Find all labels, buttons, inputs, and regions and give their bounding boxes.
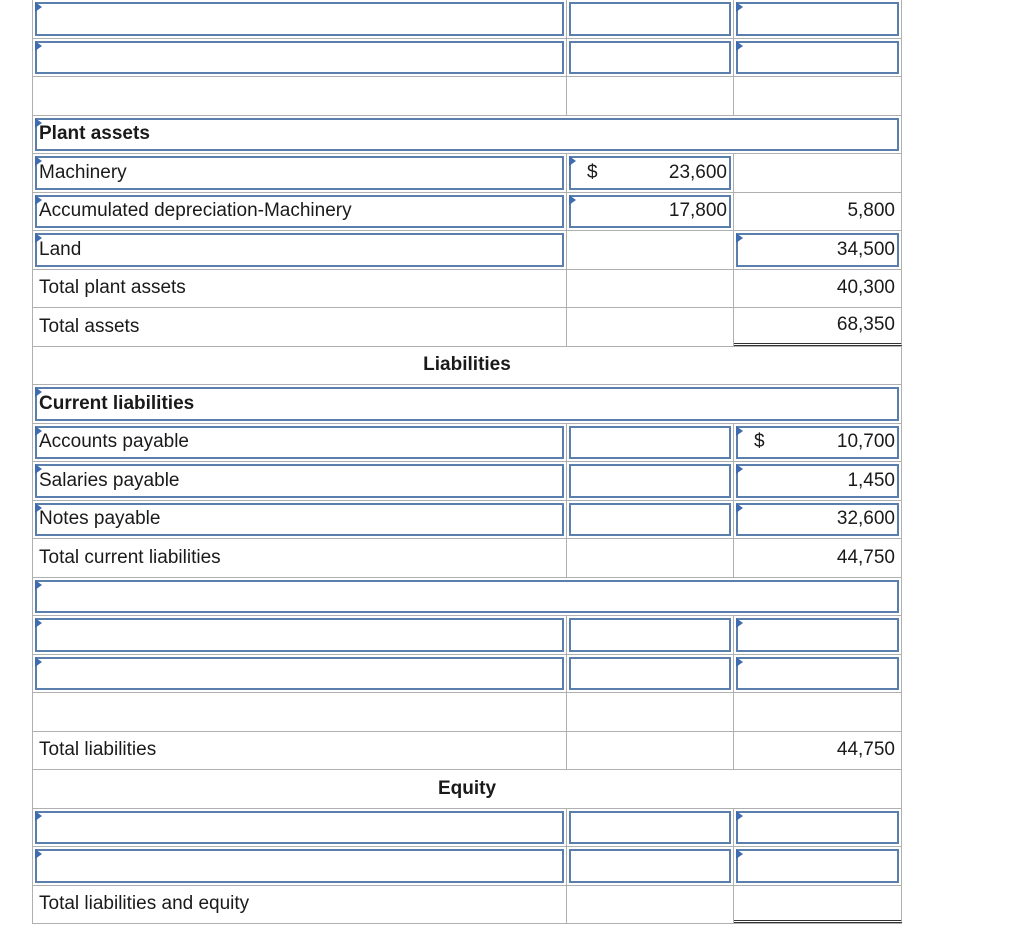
notes-payable-label: Notes payable	[39, 508, 161, 530]
input-marker-icon	[569, 156, 576, 166]
blank-input-row	[32, 809, 902, 848]
input-marker-icon	[736, 426, 743, 436]
machinery-row	[32, 154, 902, 193]
total-input[interactable]	[736, 618, 899, 652]
plant-assets-header: Plant assets	[39, 123, 150, 145]
total-liabilities-equity-label: Total liabilities and equity	[39, 893, 250, 915]
account-input[interactable]	[35, 657, 564, 691]
total-liabilities-label: Total liabilities	[39, 739, 157, 761]
blank-input-row	[32, 847, 902, 886]
liabilities-section-title: Liabilities	[423, 354, 511, 376]
accounts-payable-label: Accounts payable	[39, 431, 189, 453]
accumulated-depreciation-label: Accumulated depreciation-Machinery	[39, 200, 352, 222]
total-current-liabilities-label: Total current liabilities	[39, 546, 221, 568]
accounts-payable-amount: 10,700	[836, 431, 895, 453]
input-marker-icon	[736, 41, 743, 51]
input-marker-icon	[736, 233, 743, 243]
currency-symbol: $	[754, 431, 765, 453]
total-input[interactable]	[736, 811, 899, 845]
amount-input[interactable]	[569, 811, 731, 845]
salaries-payable-row	[32, 462, 902, 501]
input-marker-icon	[736, 464, 743, 474]
amount-input[interactable]	[569, 503, 731, 537]
plant-assets-header-row	[32, 116, 902, 155]
section-header-input[interactable]	[35, 580, 899, 614]
total-liabilities-amount: 44,750	[836, 739, 895, 761]
accumulated-depreciation-amount: 17,800	[668, 200, 727, 222]
salaries-payable-label: Salaries payable	[39, 469, 180, 491]
equity-section-title: Equity	[437, 777, 497, 799]
balance-sheet-table	[32, 0, 902, 924]
account-input[interactable]	[35, 811, 564, 845]
total-current-liabilities-row	[32, 539, 902, 578]
account-input[interactable]	[35, 618, 564, 652]
account-input[interactable]	[35, 849, 564, 883]
current-liabilities-header-row	[32, 385, 902, 424]
input-marker-icon	[35, 2, 42, 12]
accumulated-depreciation-row	[32, 193, 902, 232]
input-marker-icon	[736, 849, 743, 859]
equity-section-row	[32, 770, 902, 809]
amount-input[interactable]	[569, 618, 731, 652]
total-input[interactable]	[736, 41, 899, 75]
machinery-label: Machinery	[39, 161, 127, 183]
total-plant-assets-row	[32, 270, 902, 309]
input-marker-icon	[35, 811, 42, 821]
notes-payable-row	[32, 501, 902, 540]
total-plant-assets-label: Total plant assets	[39, 277, 186, 299]
amount-input[interactable]	[569, 657, 731, 691]
total-assets-amount: 68,350	[836, 314, 895, 336]
account-input[interactable]	[35, 41, 564, 75]
amount-input[interactable]	[569, 426, 731, 460]
total-liabilities-row	[32, 732, 902, 771]
amount-input[interactable]	[569, 849, 731, 883]
total-assets-row	[32, 308, 902, 347]
input-marker-icon	[736, 503, 743, 513]
blank-input-row	[32, 655, 902, 694]
machinery-amount: 23,600	[668, 161, 727, 183]
amount-input[interactable]	[569, 2, 731, 36]
liabilities-section-row	[32, 347, 902, 386]
accounts-payable-row	[32, 424, 902, 463]
section-header-input[interactable]	[35, 118, 899, 152]
input-marker-icon	[35, 657, 42, 667]
input-marker-icon	[736, 657, 743, 667]
input-marker-icon	[736, 618, 743, 628]
account-input[interactable]	[35, 2, 564, 36]
notes-payable-amount: 32,600	[836, 508, 895, 530]
total-liabilities-equity-row	[32, 886, 902, 925]
input-marker-icon	[736, 811, 743, 821]
currency-symbol: $	[587, 161, 598, 183]
input-marker-icon	[736, 2, 743, 12]
total-plant-assets-amount: 40,300	[836, 277, 895, 299]
amount-input[interactable]	[569, 464, 731, 498]
total-current-liabilities-amount: 44,750	[836, 546, 895, 568]
land-amount: 34,500	[836, 238, 895, 260]
input-marker-icon	[35, 580, 42, 590]
amount-input[interactable]	[569, 41, 731, 75]
land-row	[32, 231, 902, 270]
total-input[interactable]	[736, 2, 899, 36]
account-input[interactable]	[35, 233, 564, 267]
total-input[interactable]	[736, 657, 899, 691]
input-marker-icon	[569, 195, 576, 205]
blank-input-row	[32, 616, 902, 655]
empty-row	[32, 693, 902, 732]
salaries-payable-amount: 1,450	[847, 469, 895, 491]
input-marker-icon	[35, 618, 42, 628]
blank-input-row	[32, 39, 902, 78]
machinery-net-amount: 5,800	[847, 200, 895, 222]
current-liabilities-header: Current liabilities	[39, 392, 195, 414]
land-label: Land	[39, 238, 82, 260]
total-assets-label: Total assets	[39, 315, 140, 337]
blank-input-row	[32, 0, 902, 39]
input-marker-icon	[35, 849, 42, 859]
input-marker-icon	[35, 41, 42, 51]
total-input[interactable]	[736, 849, 899, 883]
empty-row	[32, 77, 902, 116]
blank-header-row	[32, 578, 902, 617]
